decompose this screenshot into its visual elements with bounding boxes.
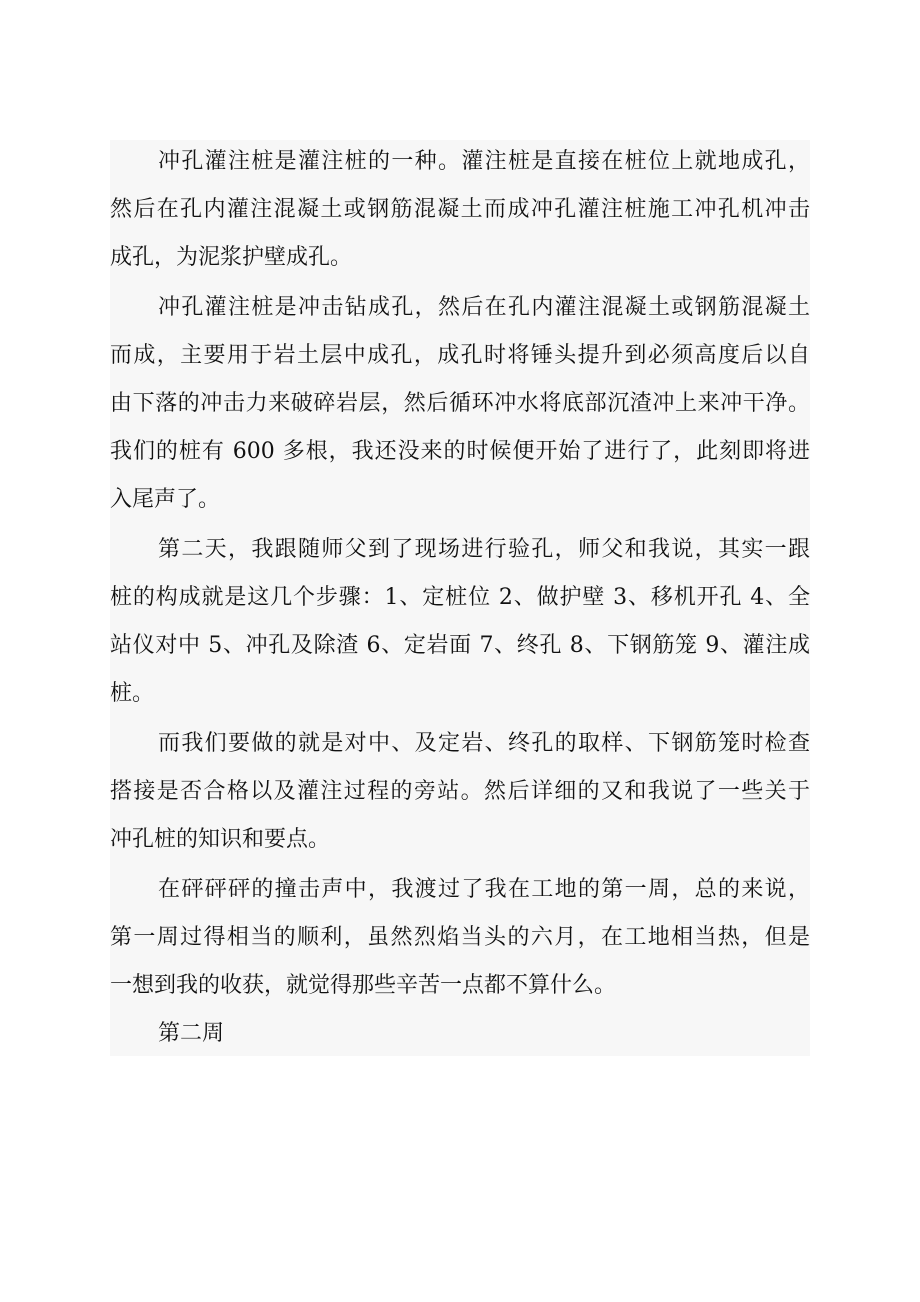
text-line: 桩。 [110,681,155,706]
text-line: 桩的构成就是这几个步骤：1、定桩位 2、做护壁 3、移机开孔 4、全 [110,585,810,610]
document-body [110,140,810,1056]
text-line: 而成，主要用于岩土层中成孔，成孔时将锤头提升到必须高度后以自 [110,343,810,368]
text-line: 搭接是否合格以及灌注过程的旁站。然后详细的又和我说了一些关于 [110,779,810,804]
text-line: 我们的桩有 600 多根，我还没来的时候便开始了进行了，此刻即将进 [110,439,810,464]
text-line: 冲孔灌注桩是灌注桩的一种。灌注桩是直接在桩位上就地成孔， [158,149,810,174]
text-line: 而我们要做的就是对中、及定岩、终孔的取样、下钢筋笼时检查 [158,731,810,756]
section-heading: 第二周 [158,1021,225,1046]
text-line: 入尾声了。 [110,487,221,512]
text-line: 第一周过得相当的顺利，虽然烈焰当头的六月，在工地相当热，但是 [110,925,810,950]
text-line: 成孔，为泥浆护壁成孔。 [110,245,353,270]
text-line: 冲孔桩的知识和要点。 [110,827,331,852]
text-line: 一想到我的收获，就觉得那些辛苦一点都不算什么。 [110,973,617,998]
text-line: 站仪对中 5、冲孔及除渣 6、定岩面 7、终孔 8、下钢筋笼 9、灌注成 [110,633,811,658]
text-line: 然后在孔内灌注混凝土或钢筋混凝土而成冲孔灌注桩施工冲孔机冲击 [110,197,810,222]
text-line: 由下落的冲击力来破碎岩层，然后循环冲水将底部沉渣冲上来冲干净。 [110,391,810,416]
text-line: 冲孔灌注桩是冲击钻成孔，然后在孔内灌注混凝土或钢筋混凝土 [158,295,810,320]
text-line: 第二天，我跟随师父到了现场进行验孔，师父和我说，其实一跟 [158,537,810,562]
text-line: 在砰砰砰的撞击声中，我渡过了我在工地的第一周，总的来说， [158,877,810,902]
